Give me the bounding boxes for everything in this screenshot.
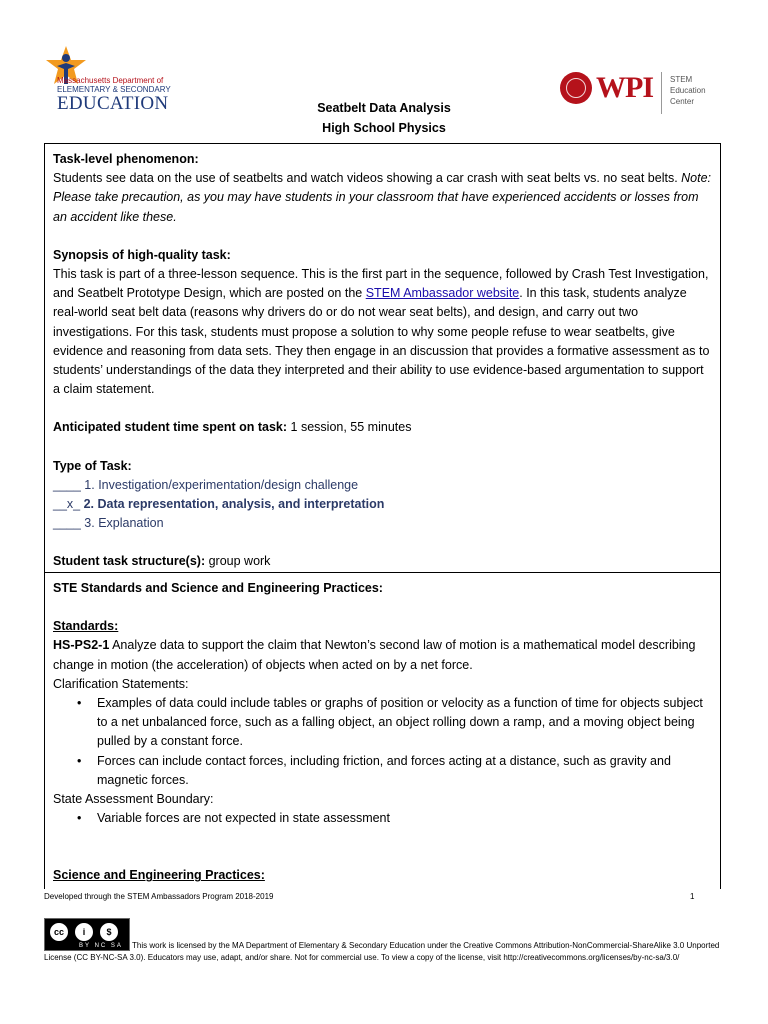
document-title: Seatbelt Data Analysis (317, 101, 451, 115)
type-option-1: ____ 1. Investigation/experimentation/design challenge (53, 477, 359, 492)
synopsis-text: This task is part of a three-lesson sequence. This is the first part in the sequence, followed by Crash Test Investigation, and Seatbelt Prototype Design, which are posted on the STEM Ambassador website. In this task, students analyze real-world seat belt data (reasons why drivers do or do not wear seat belts), and design, and carry out two investigations. For this task, students must propose a solution to why some people refuse to wear seatbelts, give evidence and reasoning from data sets. They then engage in an discussion that provides a formative assessment as to students’ understandings of the data they interpreted and their ability to use evidence-based argumentation to support a claim statement. (53, 267, 710, 397)
boundary-list (53, 809, 712, 828)
list-item: • Forces can include contact forces, including friction, and forces acting at a distance, such as gravity and magnetic forces. (97, 752, 712, 790)
standards-heading: Standards: (53, 619, 119, 634)
footer-developed: Developed through the STEM Ambassadors Program 2018-2019 (44, 892, 274, 901)
document-subtitle: High School Physics (322, 121, 446, 135)
task-overview-box (44, 143, 721, 573)
structure-line: Student task structure(s): group work (53, 554, 271, 569)
clarification-list (53, 694, 712, 790)
time-line: Anticipated student time spent on task: 1 session, 55 minutes (53, 420, 412, 435)
type-option-2: __x_ 2. Data representation, analysis, and interpretation (53, 497, 385, 512)
license-text: This work is licensed by the MA Department of Elementary & Secondary Education under the Creative Commons Attribution-NonCommercial-ShareAlike 3.0 Unported License (CC BY-NC-SA 3.0). Educators may use, adapt, and/or share. Not for commercial use. To view a copy of the license, visit http://creativecommons.org/licenses/by-nc-sa/3.0/ (44, 941, 720, 962)
clarification-heading: Clarification Statements: (53, 676, 189, 691)
page-number: 1 (690, 892, 695, 901)
phenomenon-heading: Task-level phenomenon: (53, 152, 199, 166)
standard-hs-ps2-1: HS-PS2-1 Analyze data to support the claim that Newton’s second law of motion is a mathematical model describing change in motion (the acceleration) of objects when acted on by a net force. (53, 638, 696, 672)
phenomenon-note: Note: Please take precaution, as you may have students in your classroom that have experienced accidents or losses from an accident like these. (53, 171, 712, 224)
synopsis-heading: Synopsis of high-quality task: (53, 247, 231, 262)
ese-logo-text: Massachusetts Department of ELEMENTARY & SECONDARY EDUCATION (57, 76, 171, 114)
stem-center-text: STEM Education Center (670, 75, 706, 106)
attribution-icon: i (73, 921, 95, 943)
type-heading: Type of Task: (53, 458, 132, 473)
standards-box-heading: STE Standards and Science and Engineering Practices: (53, 581, 383, 595)
standards-box (44, 572, 721, 889)
list-item: • Examples of data could include tables or graphs of position or velocity as a function of time for objects subject to a net unbalanced force, such as a falling object, an object rolling down a ramp, and a moving object being pulled by a constant force. (97, 694, 712, 752)
cc-tags: BY NC SA (79, 943, 123, 949)
wpi-wordmark: WPI (596, 71, 653, 104)
stem-ambassador-link[interactable]: STEM Ambassador website (365, 286, 520, 301)
list-item: • Variable forces are not expected in state assessment (97, 809, 712, 828)
boundary-heading: State Assessment Boundary: (53, 792, 214, 807)
wpi-seal-icon (560, 72, 592, 104)
cc-icon: cc (48, 921, 70, 943)
type-option-3: ____ 3. Explanation (53, 516, 164, 531)
practices-heading: Science and Engineering Practices: (53, 868, 265, 883)
noncommercial-icon: $ (98, 921, 120, 943)
phenomenon-text: Students see data on the use of seatbelts and watch videos showing a car crash with seat belts vs. no seat belts. Note: Please take precaution, as you may have students in your classroom that have experienced accidents or losses from an accident like these. (53, 171, 712, 224)
